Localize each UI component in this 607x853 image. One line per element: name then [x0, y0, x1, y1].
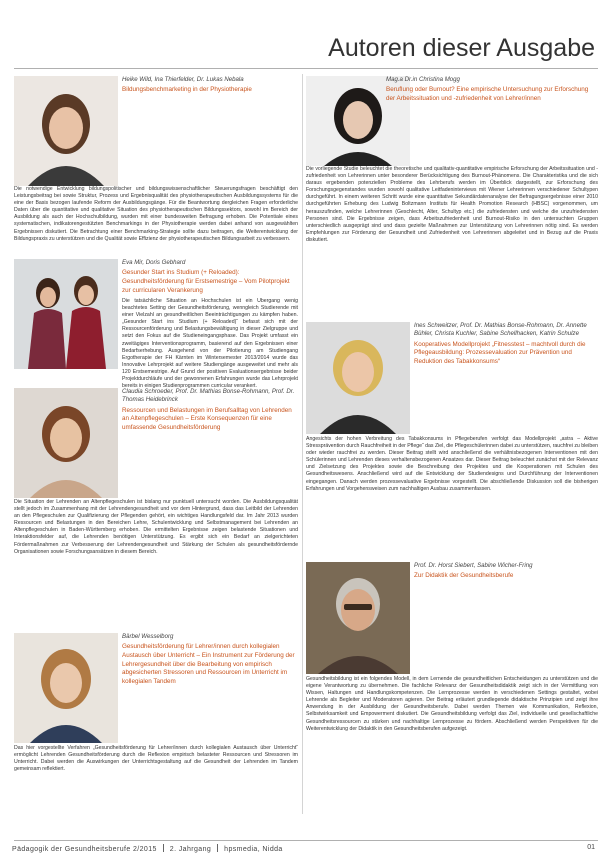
article-2: [122, 259, 298, 295]
article-title: Gesundheitsförderung für Lehrer/innen durch kollegialen Austausch über Unterricht – Ein Instrument zur Förderung der Lehrergesundheit über die Bearbeitung von empirisch abgesicherten Stressoren und Ressourcen im Unterricht im kollegialen Tandem: [122, 643, 295, 685]
article-body: Die tatsächliche Situation an Hochschulen ist ein Übergang wenig beachtetes Setting der Gesundheitsförderung, wenngleich Studierende mit einer Vielzahl an gesundheitlichen Beeinträchtigungen zu kämpfen haben. „Gesunder Start ins Studium (+ Reloaded)“ befasst sich mit der Ressourcenförderung und Belastungsbewältigung in dieser Zielgruppe und setzt den Fokus auf die Studieneingangsphase. Das Projekt umfasst ein zweitägiges Interventionsprogramm, basierend auf den Ergebnissen einer Bedarfserhebung. Ausgehend von der Pilotierung am Studiengang Ergotherapie der FH Kärnten im Wintersemester 2013/2014 wurde das Innovative Lehrprojekt auf weitere Studiengänge ausgeweitet und mehr als 120 Erstsemestrige. Auf Grund der positiven Evaluationsergebnisse beider Projektdurchläufe und der gewonnenen Erfahrungen wurde das Lehrprojekt bereits in einigen Studienprogrammen curricular verankert.: [122, 298, 298, 390]
article-title: Zur Didaktik der Gesundheitsberufe: [414, 572, 514, 580]
article-body: Gesundheitsbildung ist ein folgendes Modell, in dem Lernende die gesundheitlichen Entscheidungen zu unterstützen und die eigene Verantwortung zu übernehmen. Die fachliche Relevanz der Gesundheitsdidaktik zeigt sich in der Vermittlung von Wissen, Haltungen und Handlungskompetenzen. Die Lernprozesse werden in verschiedenen Settings gestaltet, wobei Lehrende als Begleiter und Moderatoren agieren. Der Beitrag erläutert grundlegende didaktische Prinzipien und zeigt ihre Anwendung in der Ausbildung der Gesundheitsberufe. Dabei werden Themen wie Kommunikation, Reflexion, Selbstwirksamkeit und Empowerment diskutiert. Die Gesundheitsbildung verfolgt das Ziel, individuelle und gesellschaftliche Gesundheitsressourcen zu stärken und nachhaltige Lernprozesse zu fördern. Abschließend werden Perspektiven für die Weiterentwicklung der Didaktik in den Gesundheitsberufen aufgezeigt.: [306, 676, 598, 732]
article-body: Das hier vorgestellte Verfahren „Gesundheitsförderung für Lehrer/innen durch kollegialen Austausch über Unterricht“ ermöglicht Lehrenden Gesundheitsförderung durch die Reflexion empirisch belasteter Ressourcen und Stressoren im Unterricht. Dabei werden die Auswirkungen der Unterrichtsgestaltung auf die Gesundheit der Lehrenden im Tandem gemeinsam reflektiert.: [14, 745, 298, 773]
article-4-body-a: [122, 710, 298, 743]
article-4: [122, 633, 298, 686]
column-divider: [302, 74, 303, 814]
article-body: Die Situation der Lehrenden an Altenpflegeschulen ist bislang nur punktuell untersucht worden. Die Ausbildungsqualität stellt jedoch im Zusammenhang mit der Lehrendengesundheit und vor dem Hintergrund, dass das Leitbild der Lehrenden an den Pflegeschulen zur Qualifizierung der Pflegenden gehört, ein wichtiges Handlungsfeld dar. Im Jahr 2013 wurden Ressourcen und Belastungen in den Bereichen Lehre, Schulentwicklung und Selbstmanagement bei Lehrenden an Altenpflegeschulen in Baden-Württemberg erhoben. Die ermittelten Ergebnisse zeigen belastende Situationen und Interaktionsfelder auf, die Lehrenden benötigen Unterstützung. Es ergibt sich ein Bedarf an zielgerichteten Fördermaßnahmen zur Verbesserung der Lehrendengesundheit und Stärkung der Schulen als gesundheitsfördernde Organisationen sowie Forschungsansätzen in diesem Bereich.: [14, 499, 298, 555]
article-6: [414, 322, 598, 367]
footer-rule: [14, 840, 598, 841]
article-3: [122, 388, 298, 433]
article-7: [414, 562, 598, 581]
article-5: [386, 76, 598, 104]
article-title: Ressourcen und Belastungen im Berufsalltag von Lehrenden an Altenpflegeschulen – Erste Konsequenzen für eine umfassende Gesundheitsförderung: [122, 406, 292, 431]
article-title: Gesunder Start ins Studium (+ Reloaded): Gesundheitsförderung für Erstsemestrige – Vom Pilotprojekt zur curricularen Verankerung: [122, 269, 290, 294]
journal-volume: 2. Jahrgang: [169, 846, 212, 853]
page-footer: [12, 844, 283, 853]
page-number: 01: [587, 844, 595, 851]
article-body: Die vorliegende Studie beleuchtet die theoretische und qualitativ-quantitative empirische Erforschung der Arbeitssituation und -zufriedenheit von Lehrerinnen unter besonderer Berücksichtigung des Burnout-Phänomens. Die Charakteristika und die sich daraus ergebenden potenziellen Probleme des Lehrberufs werden im Überblick dargestellt, zur Erforschung des Forschungsgegenstandes wurden sowohl qualitative Leitfadeninterviews mit Wiener Lehrerinnen verschiedener Schultypen durchgeführt. In einem weiteren Schritt wurde eine quantitative Sekundärdatenanalyse der Befragungsergebnisse einer 2010 durchgeführten Erhebung des Ludwig Boltzmann Instituts für Health Promotion Research (HBSC) vorgenommen, um herauszufinden, welche Lehrerinnen (Geschlecht, Alter, Schultyp etc.) die zufriedensten und welche die unzufriedensten Personen sind. Die Ergebnisse zeigen, dass Arbeitszufriedenheit und Burnout-Risiko in den untersuchten Gruppen unterschiedlich ausgeprägt sind und dass gezielte Maßnahmen zur Unterstützung von Lehrerinnen nötig sind. Es werden Empfehlungen zur Förderung der Gesundheit und Zufriedenheit von Lehrerinnen abgeleitet und in Bezug auf die Praxis diskutiert.: [306, 166, 598, 243]
article-body: Angesichts der hohen Verbreitung des Tabakkonsums in Pflegeberufen verfolgt das Modellprojekt „astra – Aktive Stressprävention durch Rauchfreiheit in der Pflege“ das Ziel, die Pflegeschülerinnen dabei zu unterstützen, rauchfrei zu bleiben oder wieder rauchfrei zu werden. Dieser Beitrag stellt wird anschließend die verhältnisbezogenen Interventionen mit den Schülerinnen und Lehrenden dieses verhaltensbezogenen Ansatzes dar. Dieser Beitrag beleuchtet zunächst mit der Relevanz und Zielsetzung des Projektes sowie die Beschreibung des Projektes und die Kooperationen mit Schulen des Gesundheitswesens. Anschließend wird auf die Entwicklung der Studiendesigns und Durchführung der Interventionen eingegangen. Danach werden prozessevaluative Ergebnisse vorgestellt. Die abschließende Diskussion soll die bisherigen Erfahrungen und Vorgehensweisen zum nachhaltigen Ausbau zusammenfassen.: [306, 436, 598, 492]
portrait-icon: [14, 259, 118, 369]
article-3-body-a: [122, 458, 298, 498]
article-authors: Ines Schweitzer, Prof. Dr. Mathias Bonse-Rohmann, Dr. Annette Bühler, Christa Kuchler, Sabine Schellhacken, Katrin Schulze: [414, 322, 587, 338]
article-1-body-a: [122, 106, 298, 184]
portrait-icon: [14, 388, 118, 498]
journal-name: Pädagogik der Gesundheitsberufe 2/2015: [12, 846, 157, 853]
article-authors: Eva Mir, Doris Gebhard: [122, 259, 186, 266]
article-authors: Bärbel Wesselborg: [122, 633, 174, 640]
footer-separator: [217, 844, 218, 852]
article-title: Kooperatives Modellprojekt „Fitnesstest – machtvoll durch die Pflegeausbildung: Prozessevaluation zur Prävention und Reduktion des Tabakkonsums“: [414, 340, 586, 365]
article-authors: Claudia Schroeder, Prof. Dr. Mathias Bonse-Rohmann, Prof. Dr. Thomas Heidebrinck: [122, 388, 295, 404]
article-1: [122, 76, 298, 95]
author-photo-2: [14, 259, 118, 369]
author-photo-6: [306, 322, 410, 434]
author-photo-7: [306, 562, 410, 674]
footer-separator: [163, 844, 164, 852]
author-photo-3: [14, 388, 118, 498]
author-photo-1: [14, 76, 118, 186]
article-title: Bildungsbenchmarketing in der Physiotherapie: [122, 86, 252, 94]
title-rule: [14, 68, 598, 69]
author-photo-4: [14, 633, 118, 743]
portrait-icon: [306, 322, 410, 434]
article-title: Beruflung oder Burnout? Eine empirische Untersuchung zur Erforschung der Arbeitssituation und -zufriedenheit von Lehrer/innen: [386, 86, 589, 102]
article-body: Die notwendige Entwicklung bildungspolitischer und bildungswissenschaftlicher Steuerungsfragen beschäftigt den Leistungsbeitrag bei sowie Struktur, Prozess und Ergebnisqualität des physiotherapeutischen Ausbildungssystems für die eine der Basis bezogen laufende Reform der Ausbildungsgänge. Für die Beantwortung dergleichen Fragen erforderliche Daten über die quantitative und qualitative Situation des physiotherapeutischen Bildungssektors, sowohl im Bereich der Ausbildung als auch der Hochschulbildung, wurden mit einer bundesweiten Befragung erhoben. Die Potentiale eines systematischen, indikatorengestützten Benchmarkings in der Physiotherapie werden dabei anhand von ausgewählten Ergebnissen diskutiert. Die Betrachtung einer Benchmarking-Strategie sollte dazu beitragen, die Weiterentwicklung der Bildungspraxis zu unterstützen und die Qualität sowie Effizienz der physiotherapeutischen Bildungsarbeit zu verbessern.: [14, 186, 298, 242]
page-title: Autoren dieser Ausgabe: [328, 34, 595, 62]
portrait-icon: [306, 562, 410, 674]
portrait-icon: [14, 633, 118, 743]
article-authors: Mag.a Dr.in Christina Mogg: [386, 76, 460, 83]
article-authors: Heike Wild, Ina Thierfelder, Dr. Lukas Nebala: [122, 76, 244, 83]
portrait-icon: [14, 76, 118, 186]
article-authors: Prof. Dr. Horst Siebert, Sabine Wicher-Fring: [414, 562, 533, 569]
publisher-name: hpsmedia, Nidda: [224, 846, 283, 853]
